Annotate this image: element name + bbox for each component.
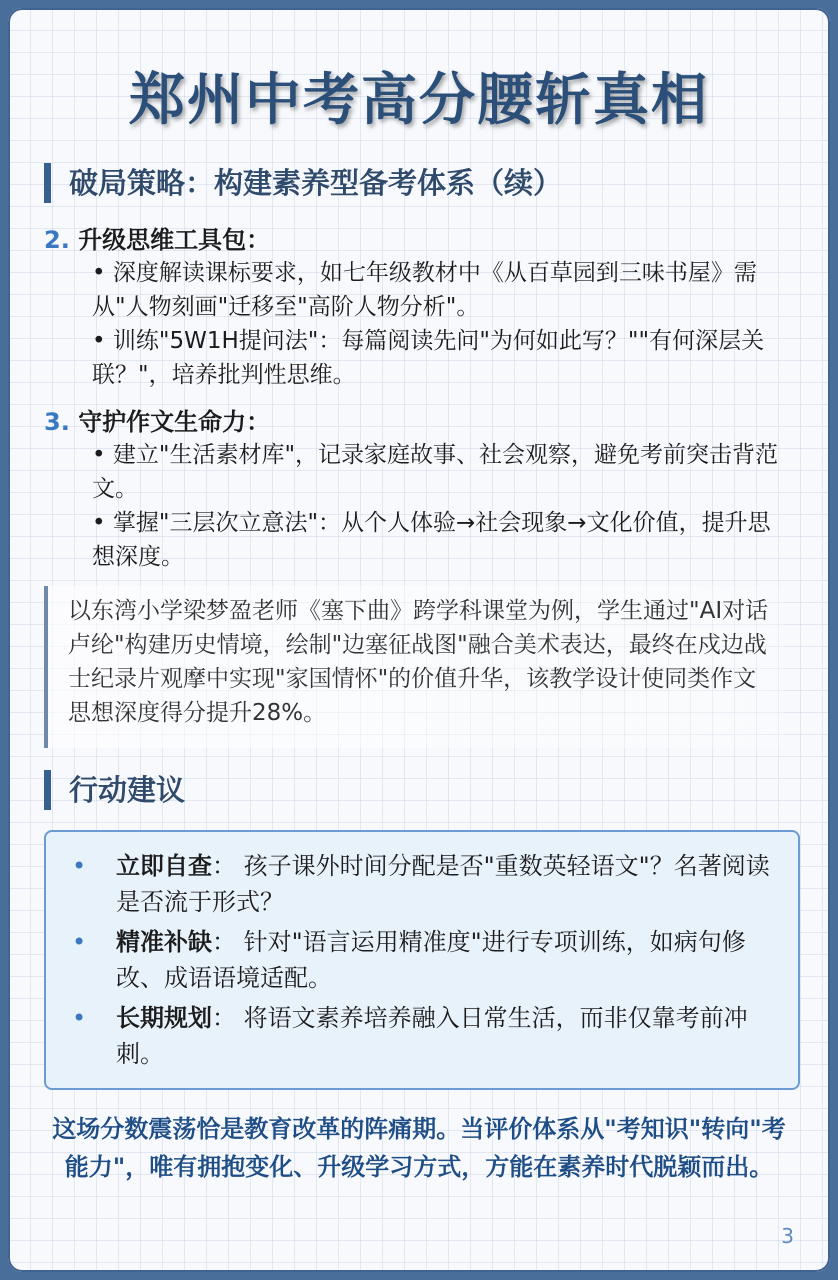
action-item-fill-gaps <box>72 924 772 996</box>
action-label: 精准补缺 <box>116 928 212 956</box>
item-label: 升级思维工具包： <box>78 226 271 254</box>
item-heading-writing <box>44 402 270 437</box>
action-text: 针对"语言运用精准度"进行专项训练，如病句修改、成语语境适配。 <box>116 928 746 992</box>
case-quote: 以东湾小学梁梦盈老师《塞下曲》跨学科课堂为例，学生通过"AI对话卢纶"构建历史情境，绘制"边塞征战图"融合美术表达，最终在戍边战士纪录片观摩中实现"家国情怀"的价值升华，该教学设计使同类作文思想深度得分提升28%。 <box>44 586 784 748</box>
action-text: 孩子课外时间分配是否"重数英轻语文"？名著阅读是否流于形式？ <box>116 852 770 916</box>
page <box>8 8 830 1272</box>
bullet-dot-icon: • <box>72 852 87 880</box>
action-box <box>44 830 800 1090</box>
page-number: 3 <box>781 1224 794 1248</box>
item-number: 2. <box>44 226 70 254</box>
section-heading-actions: 行动建议 <box>44 770 185 810</box>
action-separator: ： <box>212 852 236 880</box>
section-heading-strategy: 破局策略：构建素养型备考体系（续） <box>44 163 562 203</box>
action-item-long-term <box>72 1000 772 1072</box>
bullet-item: • 训练"5W1H提问法"：每篇阅读先问"为何如此写？""有何深层关联？"，培养批判性思维。 <box>92 328 765 388</box>
bullet-item: • 建立"生活素材库"，记录家庭故事、社会观察，避免考前突击背范文。 <box>92 442 779 502</box>
action-separator: ： <box>212 1004 236 1032</box>
bullet-dot-icon: • <box>72 928 87 956</box>
item-label: 守护作文生命力： <box>78 408 271 436</box>
action-label: 长期规划 <box>116 1004 212 1032</box>
bullet-item: • 深度解读课标要求，如七年级教材中《从百草园到三味书屋》需从"人物刻画"迁移至"高阶人物分析"。 <box>92 260 757 320</box>
action-label: 立即自查 <box>116 852 212 880</box>
bullet-dot-icon: • <box>72 1004 87 1032</box>
item-number: 3. <box>44 408 70 436</box>
action-separator: ： <box>212 928 236 956</box>
page-title: 郑州中考高分腰斩真相 <box>129 68 709 133</box>
action-text: 将语文素养培养融入日常生活，而非仅靠考前冲刺。 <box>116 1004 748 1068</box>
item-heading-thinking <box>44 220 270 255</box>
action-item-selfcheck <box>72 848 772 920</box>
conclusion-text: 这场分数震荡恰是教育改革的阵痛期。当评价体系从"考知识"转向"考能力"，唯有拥抱变化、升级学习方式，方能在素养时代脱颖而出。 <box>52 1115 786 1181</box>
bullet-item: • 掌握"三层次立意法"：从个人体验→社会现象→文化价值，提升思想深度。 <box>92 510 771 570</box>
